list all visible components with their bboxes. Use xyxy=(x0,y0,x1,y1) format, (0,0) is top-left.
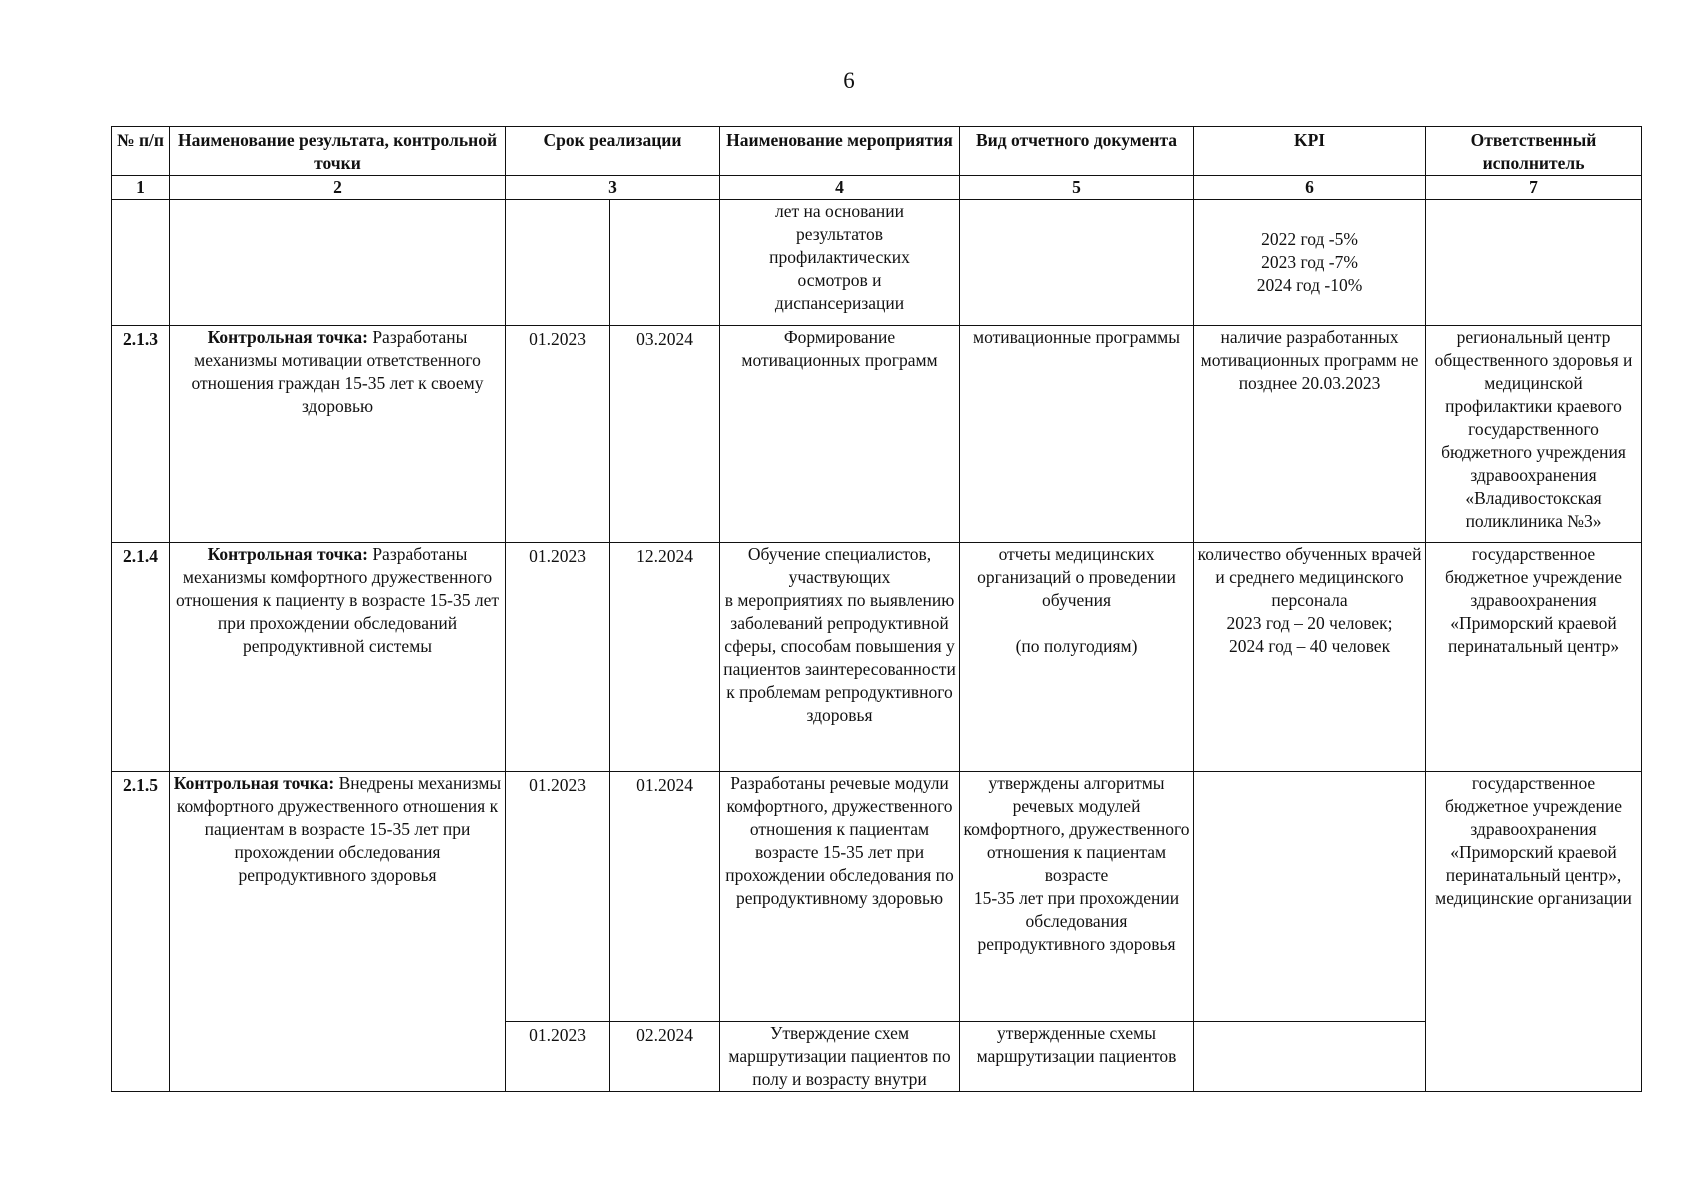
column-numbers-row xyxy=(112,176,1642,200)
event-cell: Утверждение схем маршрутизации пациентов по полу и возрасту внутри xyxy=(720,1022,960,1092)
control-point-text: Разработаны механизмы комфортного дружественного отношения к пациенту в возрасте 15-35 лет при прохождении обследований репродуктивной системы xyxy=(176,544,499,656)
plan-table xyxy=(111,126,1642,1092)
continuation-row xyxy=(112,200,1642,326)
header-kpi: KPI xyxy=(1194,127,1426,176)
control-point-text: Внедрены механизмы комфортного дружественного отношения к пациентам в возрасте 15-35 лет при прохождении обследования репродуктивного здоровья xyxy=(176,773,502,885)
kpi-cell xyxy=(1194,772,1426,1022)
kpi-cell: наличие разработанных мотивационных программ не позднее 20.03.2023 xyxy=(1194,326,1426,543)
cont-num-cell xyxy=(112,200,170,326)
header-responsible: Ответственный исполнитель xyxy=(1426,127,1642,176)
col-num-3: 3 xyxy=(506,176,720,200)
table-row xyxy=(112,326,1642,543)
control-point-label: Контрольная точка: xyxy=(207,544,368,564)
start-date: 01.2023 xyxy=(506,543,610,772)
end-date: 12.2024 xyxy=(610,543,720,772)
cont-doc-cell xyxy=(960,200,1194,326)
page-number: 6 xyxy=(843,68,855,93)
row-number: 2.1.3 xyxy=(112,326,170,543)
col-num-1: 1 xyxy=(112,176,170,200)
end-date: 03.2024 xyxy=(610,326,720,543)
result-cell xyxy=(170,772,506,1092)
header-event-name: Наименование мероприятия xyxy=(720,127,960,176)
start-date: 01.2023 xyxy=(506,1022,610,1092)
start-date: 01.2023 xyxy=(506,772,610,1022)
control-point-label: Контрольная точка: xyxy=(173,773,335,793)
col-num-6: 6 xyxy=(1194,176,1426,200)
cont-end-cell xyxy=(610,200,720,326)
report-doc-cell: утвержденные схемы маршрутизации пациентов xyxy=(960,1022,1194,1092)
header-result-name: Наименование результата, контрольной точки xyxy=(170,127,506,176)
event-cell: Формирование мотивационных программ xyxy=(720,326,960,543)
table-row xyxy=(112,543,1642,772)
responsible-cell: государственное бюджетное учреждение здравоохранения «Приморский краевой перинатальный центр» xyxy=(1426,543,1642,772)
kpi-cell: количество обученных врачей и среднего медицинского персонала 2023 год – 20 человек; 2024 год – 40 человек xyxy=(1194,543,1426,772)
col-num-5: 5 xyxy=(960,176,1194,200)
report-doc-cell: утверждены алгоритмы речевых модулей комфортного, дружественного отношения к пациентам возрасте 15-35 лет при прохождении обследования репродуктивного здоровья xyxy=(960,772,1194,1022)
cont-event-cell: лет на основании результатов профилактических осмотров и диспансеризации xyxy=(720,200,960,326)
col-num-7: 7 xyxy=(1426,176,1642,200)
col-num-4: 4 xyxy=(720,176,960,200)
table-row xyxy=(112,772,1642,1022)
header-report-doc: Вид отчетного документа xyxy=(960,127,1194,176)
end-date: 02.2024 xyxy=(610,1022,720,1092)
start-date: 01.2023 xyxy=(506,326,610,543)
control-point-text: Разработаны механизмы мотивации ответственного отношения граждан 15-35 лет к своему здоровью xyxy=(191,327,484,416)
control-point-label: Контрольная точка: xyxy=(207,327,368,347)
col-num-2: 2 xyxy=(170,176,506,200)
end-date: 01.2024 xyxy=(610,772,720,1022)
row-number: 2.1.4 xyxy=(112,543,170,772)
row-number: 2.1.5 xyxy=(112,772,170,1092)
header-row xyxy=(112,127,1642,176)
cont-kpi-cell: 2022 год -5% 2023 год -7% 2024 год -10% xyxy=(1194,200,1426,326)
responsible-cell: региональный центр общественного здоровья и медицинской профилактики краевого государственного бюджетного учреждения здравоохранения «Владивостокская поликлиника №3» xyxy=(1426,326,1642,543)
cont-start-cell xyxy=(506,200,610,326)
report-doc-cell: мотивационные программы xyxy=(960,326,1194,543)
result-cell xyxy=(170,326,506,543)
kpi-cell xyxy=(1194,1022,1426,1092)
result-cell xyxy=(170,543,506,772)
cont-resp-cell xyxy=(1426,200,1642,326)
event-cell: Обучение специалистов, участвующих в мероприятиях по выявлению заболеваний репродуктивной сферы, способам повышения у пациентов заинтересованности к проблемам репродуктивного здоровья xyxy=(720,543,960,772)
cont-result-cell xyxy=(170,200,506,326)
event-cell: Разработаны речевые модули комфортного, дружественного отношения к пациентам возрасте 15-35 лет при прохождении обследования по репродуктивному здоровью xyxy=(720,772,960,1022)
responsible-cell: государственное бюджетное учреждение здравоохранения «Приморский краевой перинатальный центр», медицинские организации xyxy=(1426,772,1642,1092)
header-number: № п/п xyxy=(112,127,170,176)
report-doc-cell: отчеты медицинских организаций о проведении обучения (по полугодиям) xyxy=(960,543,1194,772)
header-term: Срок реализации xyxy=(506,127,720,176)
